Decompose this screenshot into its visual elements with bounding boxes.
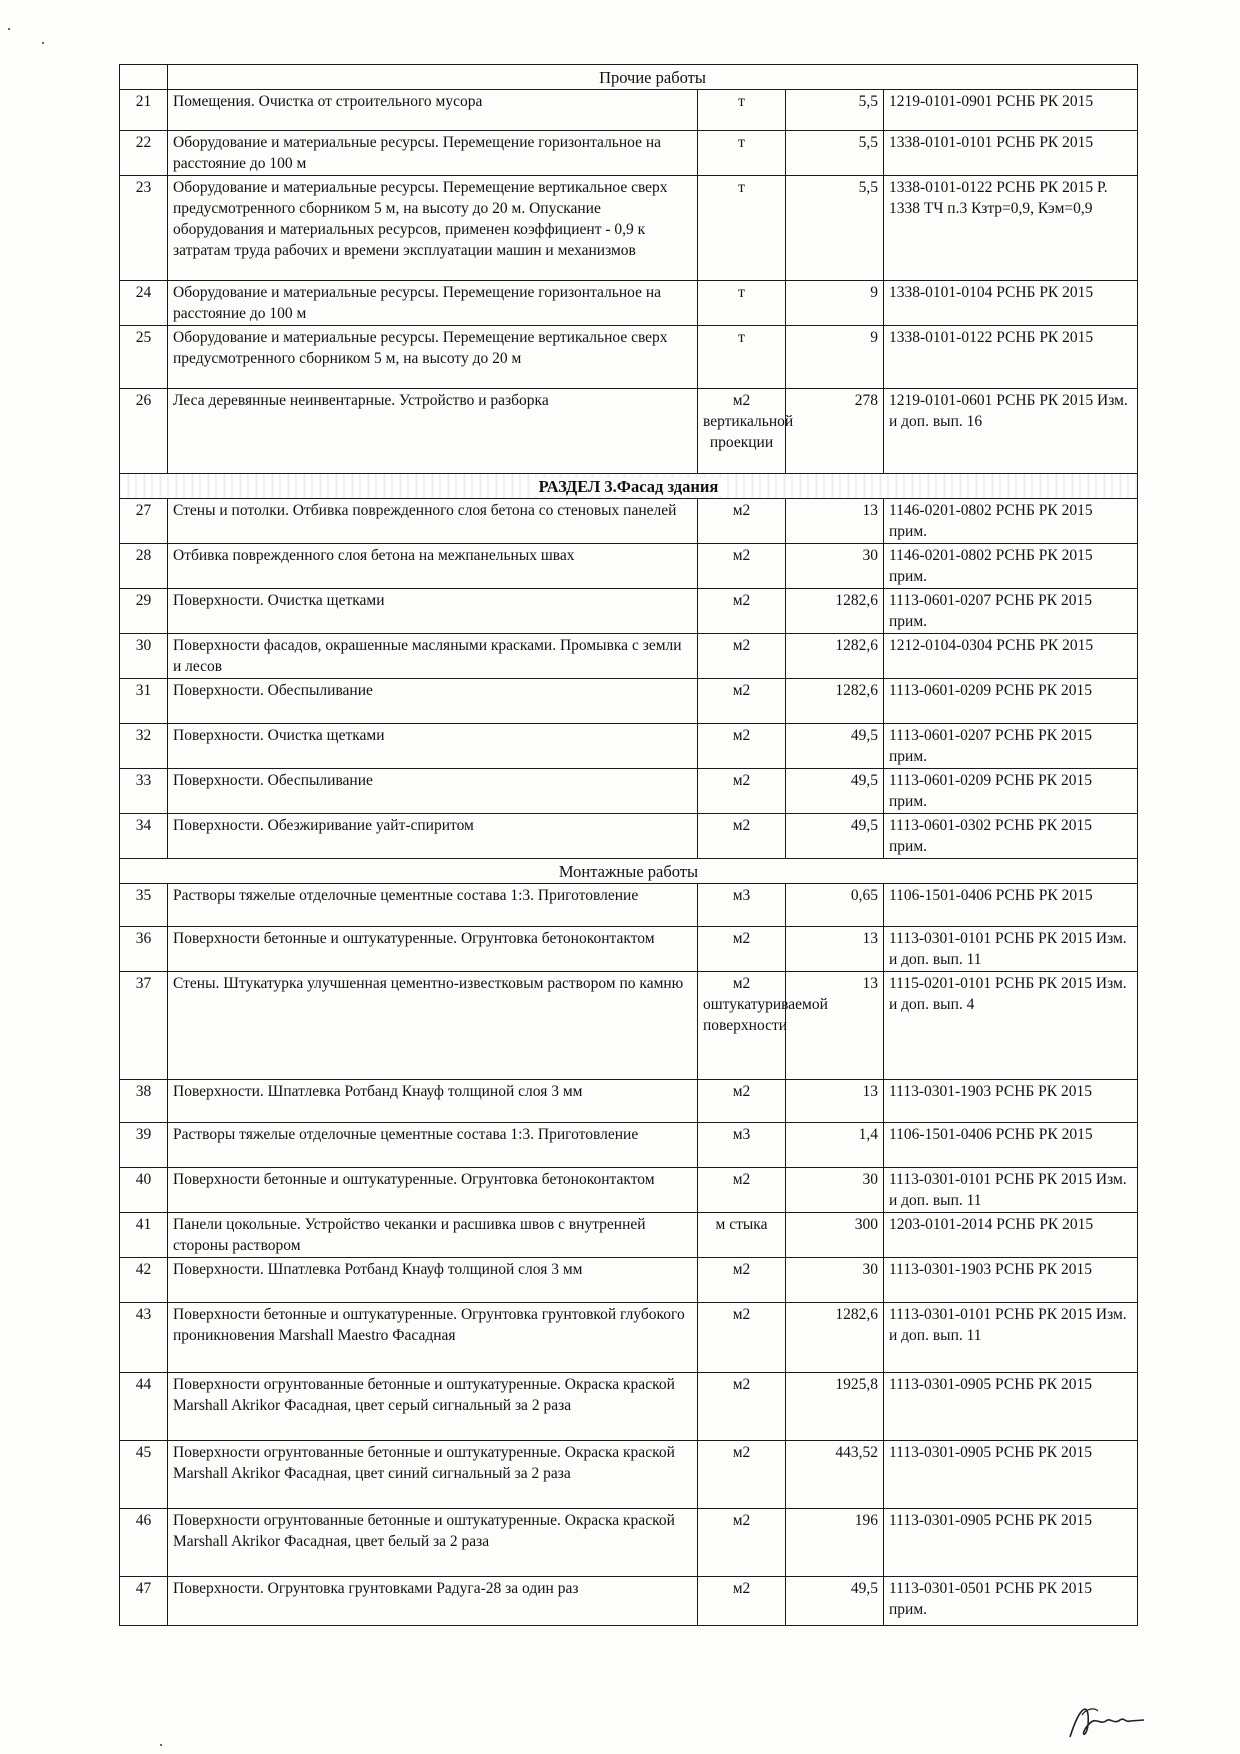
row-number: 32 — [120, 724, 168, 769]
norm-code: 1338-0101-0104 РСНБ РК 2015 — [884, 281, 1138, 326]
quantity: 0,65 — [786, 884, 884, 927]
work-description: Поверхности бетонные и оштукатуренные. Огрунтовка бетоноконтактом — [168, 927, 698, 972]
quantity: 13 — [786, 1080, 884, 1123]
table-row — [120, 1303, 1138, 1373]
section-header-row — [120, 473, 1138, 498]
unit-of-measure: т — [698, 131, 786, 176]
row-number: 40 — [120, 1168, 168, 1213]
unit-of-measure: м2 — [698, 1441, 786, 1509]
quantity: 5,5 — [786, 90, 884, 131]
table-row — [120, 1258, 1138, 1303]
row-number: 28 — [120, 544, 168, 589]
norm-code: 1338-0101-0122 РСНБ РК 2015 Р. 1338 ТЧ п.3 Кзтр=0,9, Кэм=0,9 — [884, 176, 1138, 281]
unit-of-measure: м2 — [698, 814, 786, 859]
quantity: 1282,6 — [786, 589, 884, 634]
quantity: 49,5 — [786, 814, 884, 859]
row-number: 31 — [120, 679, 168, 724]
quantity: 30 — [786, 1258, 884, 1303]
unit-of-measure: м2 — [698, 544, 786, 589]
work-description: Оборудование и материальные ресурсы. Перемещение вертикальное сверх предусмотренного сборником 5 м, на высоту до 20 м. Опускание оборудования и материальных ресурсов, применен коэффициент - 0,9 к затратам труда рабочих и времени эксплуатации машин и механизмов — [168, 176, 698, 281]
row-number: 41 — [120, 1213, 168, 1258]
row-number: 21 — [120, 90, 168, 131]
estimate-table — [119, 64, 1138, 1626]
work-description: Поверхности. Обеспыливание — [168, 679, 698, 724]
norm-code: 1113-0601-0302 РСНБ РК 2015 прим. — [884, 814, 1138, 859]
row-number: 38 — [120, 1080, 168, 1123]
row-number: 27 — [120, 499, 168, 544]
quantity: 13 — [786, 927, 884, 972]
row-number: 34 — [120, 814, 168, 859]
work-description: Поверхности. Шпатлевка Ротбанд Кнауф толщиной слоя 3 мм — [168, 1080, 698, 1123]
work-description: Оборудование и материальные ресурсы. Перемещение вертикальное сверх предусмотренного сборником 5 м, на высоту до 20 м — [168, 325, 698, 388]
section-title: Прочие работы — [168, 65, 1138, 90]
table-row — [120, 1123, 1138, 1168]
norm-code: 1113-0301-1903 РСНБ РК 2015 — [884, 1080, 1138, 1123]
table-row — [120, 388, 1138, 473]
norm-code: 1115-0201-0101 РСНБ РК 2015 Изм. и доп. вып. 4 — [884, 972, 1138, 1080]
norm-code: 1106-1501-0406 РСНБ РК 2015 — [884, 884, 1138, 927]
quantity: 1282,6 — [786, 634, 884, 679]
unit-of-measure: м2 — [698, 1080, 786, 1123]
section-header-row — [120, 859, 1138, 884]
quantity: 1,4 — [786, 1123, 884, 1168]
handwritten-signature — [1060, 1695, 1150, 1745]
table-row — [120, 499, 1138, 544]
work-description: Поверхности огрунтованные бетонные и оштукатуренные. Окраска краской Marshall Akrikor Фасадная, цвет синий сигнальный за 2 раза — [168, 1441, 698, 1509]
norm-code: 1113-0301-0905 РСНБ РК 2015 — [884, 1441, 1138, 1509]
unit-of-measure: м3 — [698, 884, 786, 927]
row-number: 44 — [120, 1373, 168, 1441]
row-number: 35 — [120, 884, 168, 927]
row-number: 24 — [120, 281, 168, 326]
row-number: 30 — [120, 634, 168, 679]
scan-speck — [160, 1744, 162, 1746]
table-row — [120, 1373, 1138, 1441]
section-header-row — [120, 65, 1138, 90]
table-row — [120, 724, 1138, 769]
work-description: Помещения. Очистка от строительного мусора — [168, 90, 698, 131]
table-row — [120, 1080, 1138, 1123]
norm-code: 1338-0101-0122 РСНБ РК 2015 — [884, 325, 1138, 388]
norm-code: 1113-0301-0501 РСНБ РК 2015 прим. — [884, 1577, 1138, 1626]
quantity: 49,5 — [786, 1577, 884, 1626]
norm-code: 1113-0301-0101 РСНБ РК 2015 Изм. и доп. вып. 11 — [884, 927, 1138, 972]
quantity: 49,5 — [786, 769, 884, 814]
work-description: Стены. Штукатурка улучшенная цементно-известковым раствором по камню — [168, 972, 698, 1080]
work-description: Стены и потолки. Отбивка поврежденного слоя бетона со стеновых панелей — [168, 499, 698, 544]
norm-code: 1113-0301-0905 РСНБ РК 2015 — [884, 1373, 1138, 1441]
quantity: 9 — [786, 281, 884, 326]
quantity: 30 — [786, 544, 884, 589]
norm-code: 1113-0601-0207 РСНБ РК 2015 прим. — [884, 589, 1138, 634]
unit-of-measure: м3 — [698, 1123, 786, 1168]
table-row — [120, 131, 1138, 176]
work-description: Панели цокольные. Устройство чеканки и расшивка швов с внутренней стороны раствором — [168, 1213, 698, 1258]
row-number: 42 — [120, 1258, 168, 1303]
table-row — [120, 1509, 1138, 1577]
quantity: 1282,6 — [786, 1303, 884, 1373]
unit-of-measure: м2 — [698, 1577, 786, 1626]
unit-of-measure: м2 — [698, 1303, 786, 1373]
table-row — [120, 281, 1138, 326]
unit-of-measure: м2 — [698, 589, 786, 634]
work-description: Поверхности фасадов, окрашенные масляными красками. Промывка с земли и лесов — [168, 634, 698, 679]
unit-of-measure: т — [698, 90, 786, 131]
quantity: 1925,8 — [786, 1373, 884, 1441]
unit-of-measure: м2 — [698, 634, 786, 679]
unit-of-measure: т — [698, 176, 786, 281]
quantity: 300 — [786, 1213, 884, 1258]
work-description: Растворы тяжелые отделочные цементные состава 1:3. Приготовление — [168, 1123, 698, 1168]
table-row — [120, 814, 1138, 859]
norm-code: 1203-0101-2014 РСНБ РК 2015 — [884, 1213, 1138, 1258]
work-description: Леса деревянные неинвентарные. Устройство и разборка — [168, 388, 698, 473]
scan-speck — [42, 42, 44, 44]
table-row — [120, 1213, 1138, 1258]
unit-of-measure: м2 — [698, 679, 786, 724]
norm-code: 1113-0301-0101 РСНБ РК 2015 Изм. и доп. вып. 11 — [884, 1303, 1138, 1373]
norm-code: 1106-1501-0406 РСНБ РК 2015 — [884, 1123, 1138, 1168]
unit-of-measure: м2 вертикальной проекции — [698, 388, 786, 473]
table-row — [120, 176, 1138, 281]
scan-speck — [8, 28, 10, 30]
row-number: 47 — [120, 1577, 168, 1626]
table-row — [120, 769, 1138, 814]
quantity: 30 — [786, 1168, 884, 1213]
table-row — [120, 90, 1138, 131]
work-description: Оборудование и материальные ресурсы. Перемещение горизонтальное на расстояние до 100 м — [168, 281, 698, 326]
section-title: Монтажные работы — [120, 859, 1138, 884]
unit-of-measure: т — [698, 325, 786, 388]
table-row — [120, 1577, 1138, 1626]
table-row — [120, 972, 1138, 1080]
row-number: 26 — [120, 388, 168, 473]
norm-code: 1113-0601-0209 РСНБ РК 2015 прим. — [884, 769, 1138, 814]
work-description: Поверхности. Огрунтовка грунтовками Радуга-28 за один раз — [168, 1577, 698, 1626]
work-description: Поверхности огрунтованные бетонные и оштукатуренные. Окраска краской Marshall Akrikor Фасадная, цвет серый сигнальный за 2 раза — [168, 1373, 698, 1441]
row-number: 46 — [120, 1509, 168, 1577]
row-number: 23 — [120, 176, 168, 281]
quantity: 443,52 — [786, 1441, 884, 1509]
norm-code: 1113-0301-1903 РСНБ РК 2015 — [884, 1258, 1138, 1303]
unit-of-measure: м2 — [698, 1373, 786, 1441]
row-number: 29 — [120, 589, 168, 634]
work-description: Поверхности. Очистка щетками — [168, 724, 698, 769]
norm-code: 1113-0301-0905 РСНБ РК 2015 — [884, 1509, 1138, 1577]
work-description: Поверхности. Очистка щетками — [168, 589, 698, 634]
unit-of-measure: м2 — [698, 1258, 786, 1303]
quantity: 196 — [786, 1509, 884, 1577]
table-row — [120, 544, 1138, 589]
quantity: 1282,6 — [786, 679, 884, 724]
unit-of-measure: м2 — [698, 1168, 786, 1213]
quantity: 9 — [786, 325, 884, 388]
table-row — [120, 679, 1138, 724]
norm-code: 1338-0101-0101 РСНБ РК 2015 — [884, 131, 1138, 176]
unit-of-measure: м2 — [698, 724, 786, 769]
quantity: 5,5 — [786, 131, 884, 176]
norm-code: 1113-0601-0209 РСНБ РК 2015 — [884, 679, 1138, 724]
norm-code: 1219-0101-0901 РСНБ РК 2015 — [884, 90, 1138, 131]
work-description: Растворы тяжелые отделочные цементные состава 1:3. Приготовление — [168, 884, 698, 927]
norm-code: 1146-0201-0802 РСНБ РК 2015 прим. — [884, 499, 1138, 544]
unit-of-measure: т — [698, 281, 786, 326]
work-description: Оборудование и материальные ресурсы. Перемещение горизонтальное на расстояние до 100 м — [168, 131, 698, 176]
table-row — [120, 589, 1138, 634]
table-row — [120, 927, 1138, 972]
row-number: 45 — [120, 1441, 168, 1509]
quantity: 49,5 — [786, 724, 884, 769]
unit-of-measure: м2 — [698, 499, 786, 544]
unit-of-measure: м2 — [698, 1509, 786, 1577]
row-number: 37 — [120, 972, 168, 1080]
table-row — [120, 1441, 1138, 1509]
table-row — [120, 325, 1138, 388]
row-number: 33 — [120, 769, 168, 814]
row-number: 39 — [120, 1123, 168, 1168]
row-number: 36 — [120, 927, 168, 972]
norm-code: 1113-0301-0101 РСНБ РК 2015 Изм. и доп. вып. 11 — [884, 1168, 1138, 1213]
norm-code: 1113-0601-0207 РСНБ РК 2015 прим. — [884, 724, 1138, 769]
work-description: Поверхности бетонные и оштукатуренные. Огрунтовка бетоноконтактом — [168, 1168, 698, 1213]
unit-of-measure: м2 — [698, 769, 786, 814]
row-number: 25 — [120, 325, 168, 388]
quantity: 5,5 — [786, 176, 884, 281]
work-description: Поверхности. Обезжиривание уайт-спиритом — [168, 814, 698, 859]
quantity: 13 — [786, 499, 884, 544]
work-description: Поверхности. Шпатлевка Ротбанд Кнауф толщиной слоя 3 мм — [168, 1258, 698, 1303]
work-description: Поверхности огрунтованные бетонные и оштукатуренные. Окраска краской Marshall Akrikor Фасадная, цвет белый за 2 раза — [168, 1509, 698, 1577]
table-row — [120, 884, 1138, 927]
work-description: Отбивка поврежденного слоя бетона на межпанельных швах — [168, 544, 698, 589]
row-number: 22 — [120, 131, 168, 176]
unit-of-measure: м2 — [698, 927, 786, 972]
table-row — [120, 1168, 1138, 1213]
row-number: 43 — [120, 1303, 168, 1373]
work-description: Поверхности. Обеспыливание — [168, 769, 698, 814]
norm-code: 1219-0101-0601 РСНБ РК 2015 Изм. и доп. вып. 16 — [884, 388, 1138, 473]
section-title: РАЗДЕЛ 3.Фасад здания — [120, 473, 1138, 498]
quantity: 278 — [786, 388, 884, 473]
norm-code: 1212-0104-0304 РСНБ РК 2015 — [884, 634, 1138, 679]
quantity: 13 — [786, 972, 884, 1080]
norm-code: 1146-0201-0802 РСНБ РК 2015 прим. — [884, 544, 1138, 589]
table-row — [120, 634, 1138, 679]
unit-of-measure: м стыка — [698, 1213, 786, 1258]
work-description: Поверхности бетонные и оштукатуренные. Огрунтовка грунтовкой глубокого проникновения Marshall Maestro Фасадная — [168, 1303, 698, 1373]
unit-of-measure: м2 оштукатуриваемой поверхности — [698, 972, 786, 1080]
